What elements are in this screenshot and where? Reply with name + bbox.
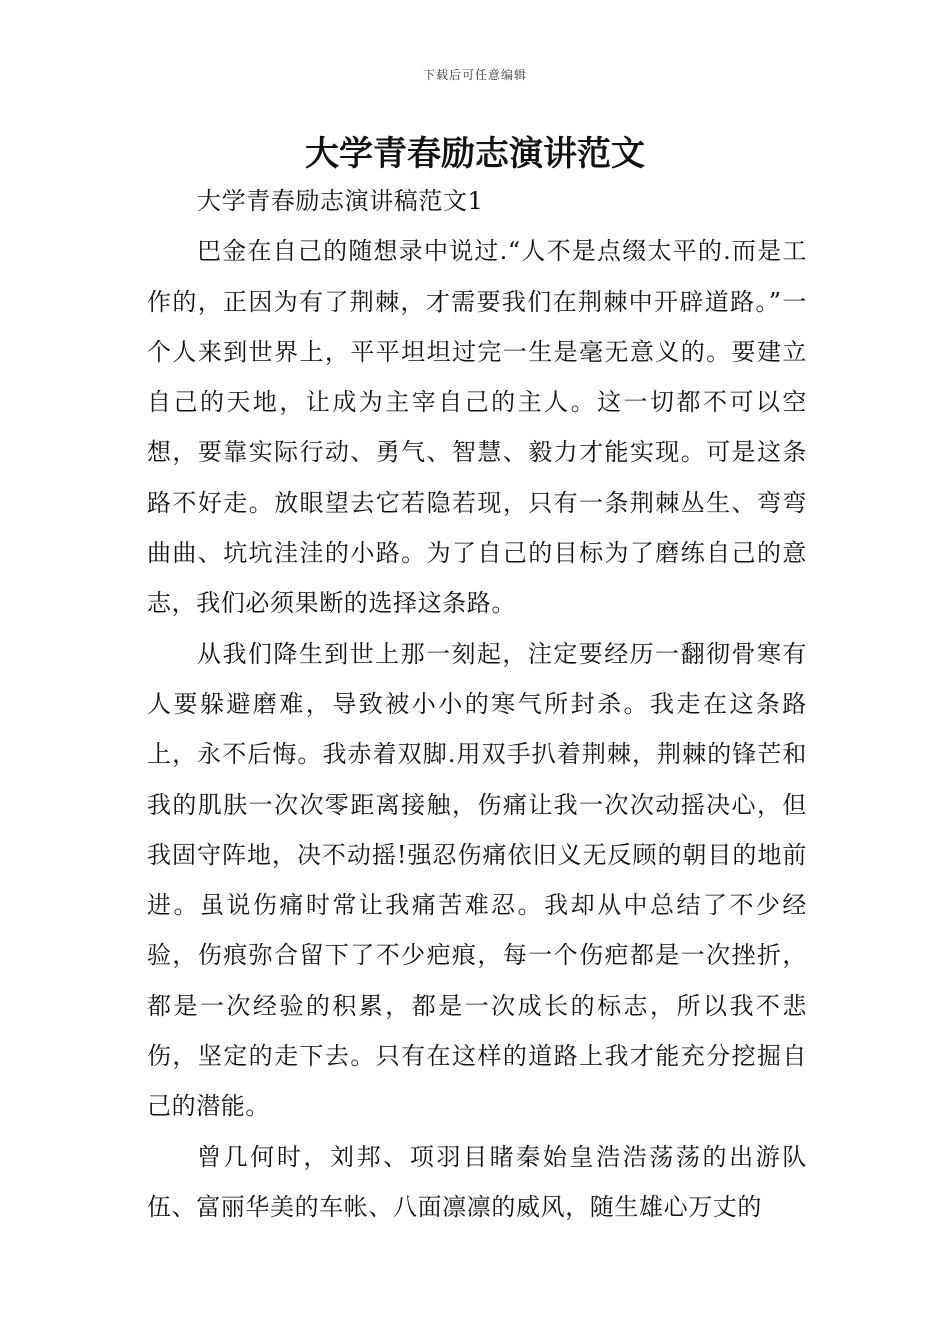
paragraph-1: 巴金在自己的随想录中说过.“人不是点缀太平的.而是工作的，正因为有了荆棘，才需要我们在荆棘中开辟道路。”一个人来到世界上，平平坦坦过完一生是毫无意义的。要建立自己的天地，让成为主宰自己的主人。这一切都不可以空想，要靠实际行动、勇气、智慧、毅力才能实现。可是这条路不好走。放眼望去它若隐若现，只有一条荆棘丛生、弯弯曲曲、坑坑洼洼的小路。为了自己的目标为了磨练自己的意志，我们必须果断的选择这条路。 <box>147 237 807 618</box>
paragraph-2: 从我们降生到世上那一刻起，注定要经历一翻彻骨寒有人要躲避磨难，导致被小小的寒气所封杀。我走在这条路上，永不后悔。我赤着双脚.用双手扒着荆棘，荆棘的锋芒和我的肌肤一次次零距离接触，伤痛让我一次次动摇决心，但我固守阵地，决不动摇!强忍伤痛依旧义无反顾的朝目的地前进。虽说伤痛时常让我痛苦难忍。我却从中总结了不少经验，伤痕弥合留下了不少疤痕，每一个伤疤都是一次挫折，都是一次经验的积累，都是一次成长的标志，所以我不悲伤，坚定的走下去。只有在这样的道路上我才能充分挖掘自己的潜能。 <box>147 639 807 1121</box>
paragraph-3: 曾几何时，刘邦、项羽目睹秦始皇浩浩荡荡的出游队伍、富丽华美的车帐、八面凛凛的威风，随生雄心万丈的 <box>147 1142 807 1221</box>
document-title: 大学青春励志演讲范文 <box>305 134 645 174</box>
document-body <box>147 176 807 1232</box>
document-subtitle: 大学青春励志演讲稿范文1 <box>197 187 484 215</box>
header-note: 下载后可任意编辑 <box>422 68 527 82</box>
